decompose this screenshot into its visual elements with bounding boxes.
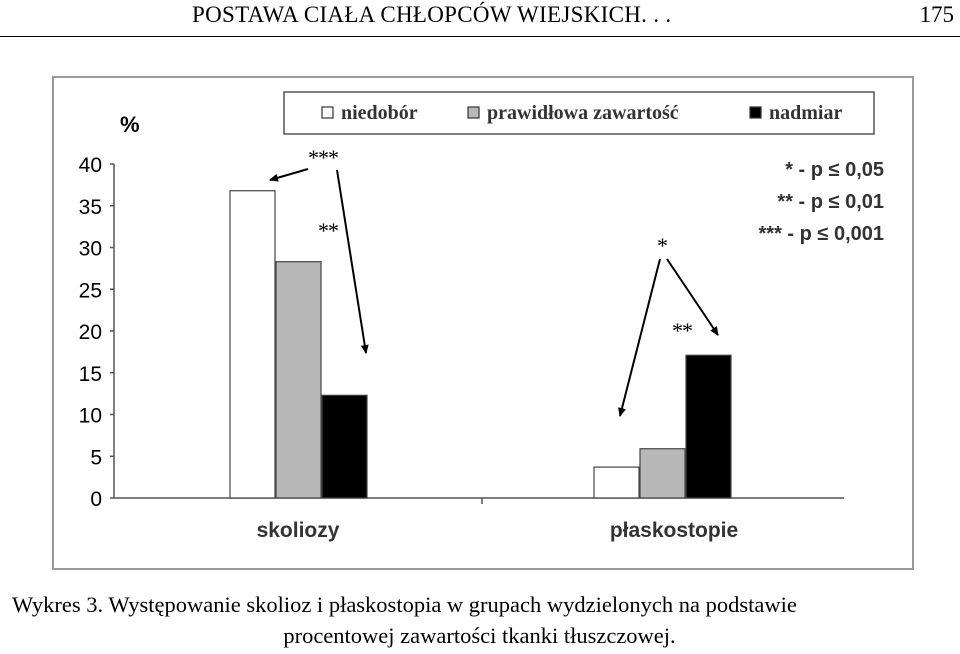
bar-chart (54, 78, 912, 568)
category-labels (257, 519, 739, 542)
y-tick-label: 0 (90, 488, 102, 511)
y-tick-label: 25 (78, 279, 102, 303)
annotation-plaskostopie-single-star: * (657, 233, 668, 258)
bar-1-2 (686, 355, 731, 498)
legend-swatch (468, 107, 479, 118)
running-title: POSTAWA CIAŁA CHŁOPCÓW WIEJSKICH. . . (192, 2, 672, 27)
page-header (0, 0, 960, 40)
annotation-plaskostopie-double-star: ** (672, 318, 692, 343)
annotation-skoliozy-triple-star: *** (308, 145, 338, 170)
legend-swatch (322, 107, 333, 118)
page-number: 175 (919, 2, 954, 27)
y-tick-label: 40 (78, 154, 102, 177)
bars (230, 191, 731, 498)
chart-figure (52, 76, 914, 570)
arrow-single-star-to-niedobor (620, 259, 660, 416)
category-label: skoliozy (256, 519, 340, 542)
figure-caption (12, 589, 957, 651)
y-tick-label: 35 (78, 195, 102, 219)
y-tick-label: 20 (78, 321, 102, 344)
caption-line-2: procentowej zawartości tkanki tłuszczowej. (283, 623, 676, 648)
legend-entry-label: niedobór (341, 102, 418, 124)
annotation-skoliozy-double-star: ** (318, 218, 338, 243)
arrow-triple-star-to-nadmiar (337, 170, 366, 353)
header-rule (0, 36, 960, 37)
y-tick-label: 15 (78, 362, 102, 386)
bar-0-0 (230, 191, 275, 498)
legend-entry-label: prawidłowa zawartość (487, 102, 679, 124)
bar-0-1 (276, 262, 321, 498)
y-tick-label: 30 (78, 237, 102, 261)
significance-legend-line: ** - p ≤ 0,01 (777, 191, 884, 213)
y-tick-label: 10 (78, 404, 102, 428)
bar-0-2 (322, 395, 367, 498)
y-ticks (79, 154, 114, 511)
caption-line-1: Wykres 3. Występowanie skolioz i płaskostopia w grupach wydzielonych na podstawie (12, 592, 797, 617)
arrow-triple-star-to-niedobor (270, 169, 308, 180)
bar-1-0 (594, 467, 639, 498)
legend-entry-label: nadmiar (769, 102, 843, 124)
bar-1-1 (640, 449, 685, 498)
y-axis-label: % (120, 112, 140, 137)
significance-legend-line: * - p ≤ 0,05 (785, 159, 884, 181)
category-label: płaskostopie (609, 519, 739, 542)
significance-legend (759, 159, 884, 245)
legend-swatch (750, 107, 761, 118)
y-tick-label: 5 (90, 446, 102, 470)
significance-legend-line: *** - p ≤ 0,001 (758, 223, 884, 245)
